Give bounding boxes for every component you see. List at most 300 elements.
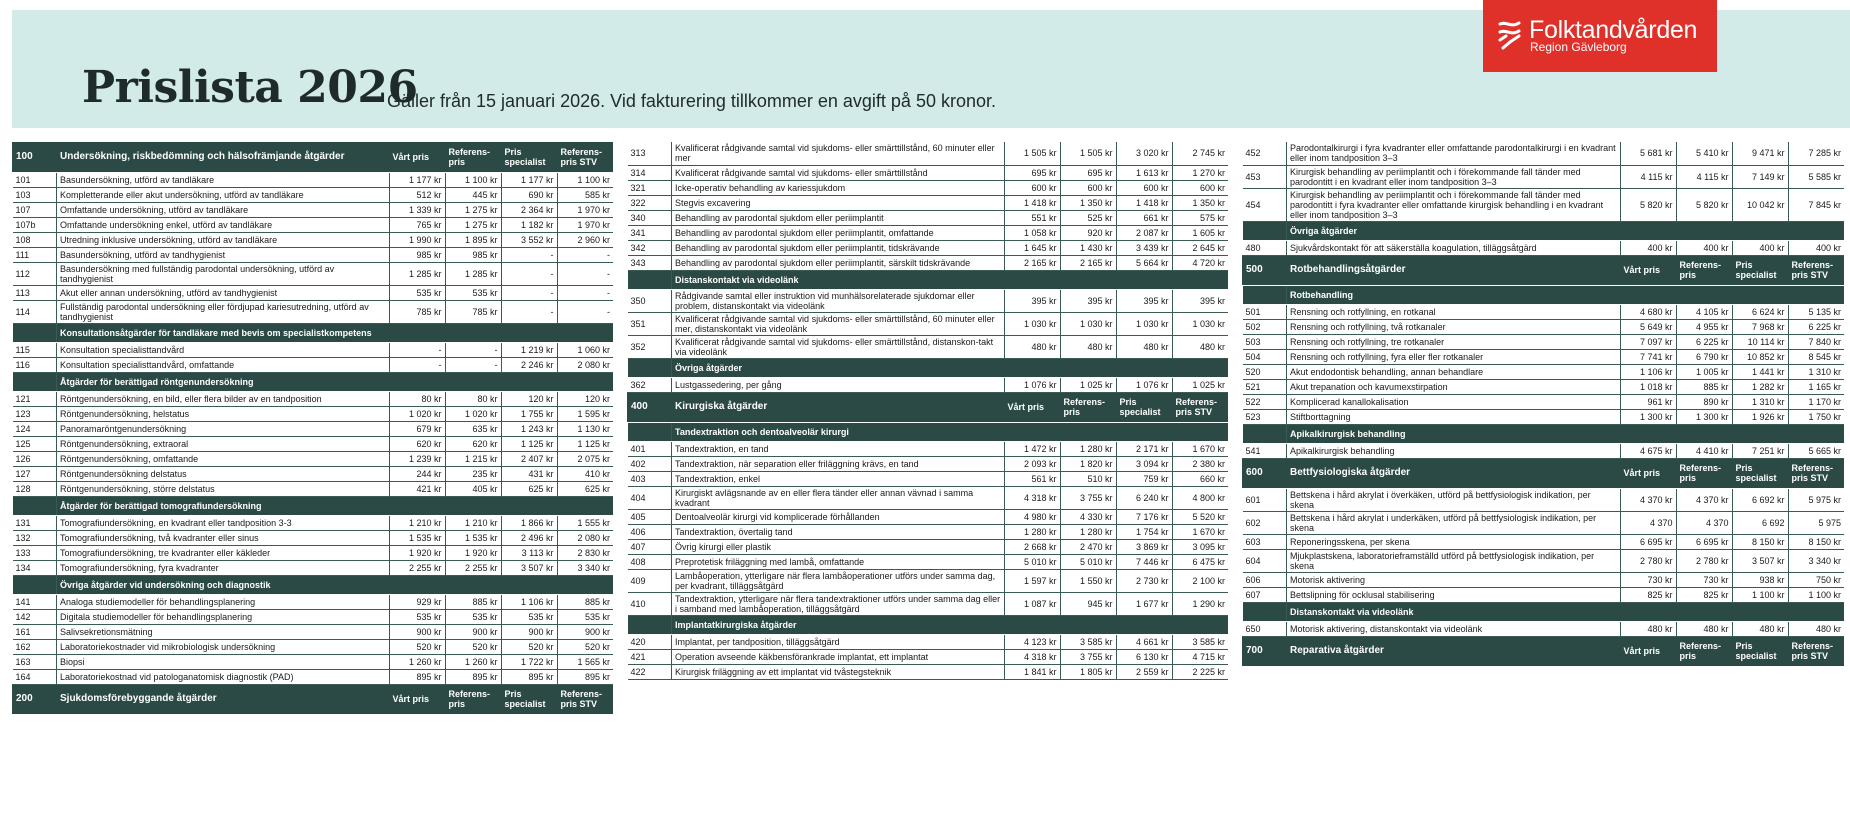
subsection-title: Implantatkirurgiska åtgärder	[672, 615, 1229, 634]
price-row	[628, 592, 1229, 615]
treatment-description: Akut endodontisk behandling, annan behandlare	[1287, 364, 1621, 379]
treatment-code: 350	[628, 289, 672, 312]
price-row	[13, 436, 614, 451]
treatment-description: Motorisk aktivering	[1287, 572, 1621, 587]
reference-price-stv: 2 225 kr	[1172, 664, 1228, 679]
treatment-description: Röntgenundersökning, helstatus	[57, 406, 390, 421]
treatment-code: 107	[13, 202, 57, 217]
specialist-price: 895 kr	[501, 669, 557, 684]
subsection-title: Tandextraktion och dentoalveolär kirurgi	[672, 422, 1229, 441]
subsection-spacer	[628, 270, 672, 289]
our-price: 4 115 kr	[1620, 165, 1676, 188]
page-subtitle: Gäller från 15 januari 2026. Vid fakturering tillkommer en avgift på 50 kronor.	[387, 91, 996, 111]
price-row	[628, 289, 1229, 312]
treatment-description: Stiftborttagning	[1287, 409, 1621, 424]
treatment-code: 606	[1243, 572, 1287, 587]
reference-price-stv: 7 285 kr	[1788, 142, 1844, 165]
treatment-code: 604	[1243, 549, 1287, 572]
our-price: 4 680 kr	[1620, 304, 1676, 319]
price-row	[1243, 488, 1845, 511]
reference-price-stv: 575 kr	[1172, 210, 1228, 225]
price-row	[13, 669, 614, 684]
subsection-title: Övriga åtgärder vid undersökning och diagnostik	[57, 575, 614, 594]
col-header-reference-price-stv: Referens-pris STV	[557, 142, 613, 172]
reference-price-stv: 1 350 kr	[1172, 195, 1228, 210]
treatment-description: Konsultation specialisttandvård, omfattande	[57, 357, 390, 372]
treatment-description: Omfattande undersökning enkel, utförd av tandläkare	[57, 217, 390, 232]
specialist-price: 10 852 kr	[1732, 349, 1788, 364]
col-header-reference-price: Referens-pris	[445, 684, 501, 714]
reference-price-stv: 1 100 kr	[1788, 587, 1844, 602]
brand-name: Folktandvården	[1529, 16, 1698, 44]
section-code: 500	[1243, 255, 1287, 285]
reference-price-stv: 1 170 kr	[1788, 394, 1844, 409]
reference-price: 405 kr	[445, 481, 501, 496]
treatment-code: 123	[13, 406, 57, 421]
specialist-price: 1 926 kr	[1732, 409, 1788, 424]
treatment-description: Komplicerad kanallokalisation	[1287, 394, 1621, 409]
reference-price-stv: 1 595 kr	[557, 406, 613, 421]
section-title: Sjukdomsförebyggande åtgärder	[57, 684, 390, 714]
treatment-code: 452	[1243, 142, 1287, 165]
price-row	[628, 377, 1229, 392]
treatment-code: 115	[13, 342, 57, 357]
treatment-code: 125	[13, 436, 57, 451]
reference-price-stv: 520 kr	[557, 639, 613, 654]
treatment-code: 420	[628, 634, 672, 649]
reference-price-stv: 625 kr	[557, 481, 613, 496]
subsection-row	[1243, 424, 1845, 443]
reference-price-stv: 1 130 kr	[557, 421, 613, 436]
price-row	[1243, 549, 1845, 572]
specialist-price: 1 243 kr	[501, 421, 557, 436]
treatment-description: Tomografiundersökning, tre kvadranter eller käkleder	[57, 545, 390, 560]
reference-price: 4 105 kr	[1676, 304, 1732, 319]
subsection-title: Rotbehandling	[1287, 285, 1845, 304]
reference-price: 985 kr	[445, 247, 501, 262]
treatment-code: 343	[628, 255, 672, 270]
specialist-price: 6 692	[1732, 511, 1788, 534]
reference-price: 1 260 kr	[445, 654, 501, 669]
reference-price: 920 kr	[1060, 225, 1116, 240]
our-price: 4 675 kr	[1620, 443, 1676, 458]
specialist-price: 1 441 kr	[1732, 364, 1788, 379]
treatment-description: Implantat, per tandposition, tilläggsåtgärd	[672, 634, 1005, 649]
our-price: 825 kr	[1620, 587, 1676, 602]
col-header-reference-price: Referens-pris	[1676, 255, 1732, 285]
treatment-code: 603	[1243, 534, 1287, 549]
treatment-description: Rådgivande samtal eller instruktion vid munhälsorelaterade sjukdomar eller problem, distanskontakt via videolänk	[672, 289, 1005, 312]
reference-price: 1 300 kr	[1676, 409, 1732, 424]
price-row	[13, 466, 614, 481]
our-price: 4 370 kr	[1620, 488, 1676, 511]
treatment-description: Rensning och rotfyllning, två rotkanaler	[1287, 319, 1621, 334]
specialist-price: 480 kr	[1116, 335, 1172, 358]
section-title: Kirurgiska åtgärder	[672, 392, 1005, 422]
treatment-description: Basundersökning med fullständig parodontal undersökning, utförd av tandhygienist	[57, 262, 390, 285]
section-header-row	[13, 684, 614, 714]
subsection-spacer	[1243, 424, 1287, 443]
treatment-description: Kirurgisk behandling av periimplantit och i förekommande fall tänder med parodontitt i fyra kvadranter eller omfattande kirurgisk behandling i en kvadrant eller inom tandposition 3–3	[1287, 188, 1621, 221]
treatment-code: 602	[1243, 511, 1287, 534]
our-price: 1 418 kr	[1004, 195, 1060, 210]
col-header-specialist-price: Pris specialist	[1116, 392, 1172, 422]
reference-price: 600 kr	[1060, 180, 1116, 195]
reference-price: 6 225 kr	[1676, 334, 1732, 349]
reference-price-stv: 535 kr	[557, 609, 613, 624]
reference-price: 80 kr	[445, 391, 501, 406]
price-row	[628, 225, 1229, 240]
col-header-reference-price-stv: Referens-pris STV	[1788, 636, 1844, 666]
price-row	[628, 240, 1229, 255]
our-price: 620 kr	[389, 436, 445, 451]
specialist-price: 400 kr	[1732, 240, 1788, 255]
treatment-description: Behandling av parodontal sjukdom eller periimplantit, särskilt tidskrävande	[672, 255, 1005, 270]
specialist-price: 690 kr	[501, 187, 557, 202]
section-code: 200	[13, 684, 57, 714]
treatment-description: Röntgenundersökning, extraoral	[57, 436, 390, 451]
reference-price-stv: 1 670 kr	[1172, 441, 1228, 456]
col-header-reference-price-stv: Referens-pris STV	[1788, 458, 1844, 488]
our-price: 1 920 kr	[389, 545, 445, 560]
treatment-code: 650	[1243, 621, 1287, 636]
price-row	[13, 654, 614, 669]
reference-price: 1 805 kr	[1060, 664, 1116, 679]
treatment-code: 132	[13, 530, 57, 545]
specialist-price: 2 087 kr	[1116, 225, 1172, 240]
our-price: 480 kr	[1620, 621, 1676, 636]
specialist-price: 535 kr	[501, 609, 557, 624]
reference-price: 1 280 kr	[1060, 524, 1116, 539]
price-row	[1243, 349, 1845, 364]
specialist-price: 2 496 kr	[501, 530, 557, 545]
reference-price-stv: 1 310 kr	[1788, 364, 1844, 379]
subsection-spacer	[1243, 285, 1287, 304]
treatment-description: Panoramaröntgenundersökning	[57, 421, 390, 436]
reference-price-stv: 4 720 kr	[1172, 255, 1228, 270]
specialist-price: 7 149 kr	[1732, 165, 1788, 188]
treatment-code: 133	[13, 545, 57, 560]
our-price: 1 597 kr	[1004, 569, 1060, 592]
reference-price: 1 005 kr	[1676, 364, 1732, 379]
reference-price: 1 895 kr	[445, 232, 501, 247]
reference-price-stv: 1 100 kr	[557, 172, 613, 187]
specialist-price: 3 869 kr	[1116, 539, 1172, 554]
treatment-code: 163	[13, 654, 57, 669]
price-row	[628, 210, 1229, 225]
specialist-price: 2 171 kr	[1116, 441, 1172, 456]
treatment-code: 351	[628, 312, 672, 335]
folktandvarden-logo-icon	[1497, 18, 1523, 50]
specialist-price: 1 125 kr	[501, 436, 557, 451]
price-row	[1243, 142, 1845, 165]
treatment-description: Röntgenundersökning, större delstatus	[57, 481, 390, 496]
subsection-spacer	[628, 358, 672, 377]
treatment-description: Kompletterande eller akut undersökning, utförd av tandläkare	[57, 187, 390, 202]
treatment-description: Parodontalkirurgi i fyra kvadranter eller omfattande parodontalkirurgi i en kvadrant eller inom tandposition 3–3	[1287, 142, 1621, 165]
reference-price-stv: 1 030 kr	[1172, 312, 1228, 335]
reference-price: 4 330 kr	[1060, 509, 1116, 524]
reference-price-stv: 6 225 kr	[1788, 319, 1844, 334]
treatment-description: Rensning och rotfyllning, en rotkanal	[1287, 304, 1621, 319]
treatment-description: Analoga studiemodeller för behandlingsplanering	[57, 594, 390, 609]
specialist-price: 6 240 kr	[1116, 486, 1172, 509]
specialist-price: 1 076 kr	[1116, 377, 1172, 392]
subsection-title: Övriga åtgärder	[1287, 221, 1845, 240]
reference-price: 695 kr	[1060, 165, 1116, 180]
subsection-title: Distanskontakt via videolänk	[672, 270, 1229, 289]
our-price: 2 668 kr	[1004, 539, 1060, 554]
section-title: Reparativa åtgärder	[1287, 636, 1621, 666]
reference-price-stv: 895 kr	[557, 669, 613, 684]
treatment-code: 402	[628, 456, 672, 471]
treatment-description: Tandextraktion, när separation eller friläggning krävs, en tand	[672, 456, 1005, 471]
treatment-code: 142	[13, 609, 57, 624]
col-header-our-price: Vårt pris	[1620, 458, 1676, 488]
treatment-description: Mjukplastskena, laboratorieframställd utförd på bettfysiologisk indikation, per skena	[1287, 549, 1621, 572]
specialist-price: 3 552 kr	[501, 232, 557, 247]
subsection-row	[628, 270, 1229, 289]
price-row	[628, 524, 1229, 539]
our-price: 5 649 kr	[1620, 319, 1676, 334]
price-row	[1243, 240, 1845, 255]
price-row	[1243, 165, 1845, 188]
reference-price: 1 920 kr	[445, 545, 501, 560]
reference-price-stv: 2 080 kr	[557, 530, 613, 545]
reference-price: 1 020 kr	[445, 406, 501, 421]
reference-price-stv: 5 135 kr	[1788, 304, 1844, 319]
price-row	[628, 165, 1229, 180]
price-row	[1243, 443, 1845, 458]
treatment-code: 116	[13, 357, 57, 372]
reference-price: 1 030 kr	[1060, 312, 1116, 335]
treatment-description: Operation avseende käkbensförankrade implantat, ett implantat	[672, 649, 1005, 664]
reference-price-stv: 1 670 kr	[1172, 524, 1228, 539]
reference-price-stv: 1 125 kr	[557, 436, 613, 451]
our-price: 551 kr	[1004, 210, 1060, 225]
treatment-description: Preprotetisk friläggning med lambå, omfattande	[672, 554, 1005, 569]
specialist-price: 2 559 kr	[1116, 664, 1172, 679]
reference-price-stv: 395 kr	[1172, 289, 1228, 312]
specialist-price: 759 kr	[1116, 471, 1172, 486]
reference-price: 525 kr	[1060, 210, 1116, 225]
reference-price: -	[445, 342, 501, 357]
reference-price-stv: 8 150 kr	[1788, 534, 1844, 549]
specialist-price: 10 042 kr	[1732, 188, 1788, 221]
reference-price: 4 370	[1676, 511, 1732, 534]
our-price: 5 820 kr	[1620, 188, 1676, 221]
treatment-code: 520	[1243, 364, 1287, 379]
treatment-code: 124	[13, 421, 57, 436]
our-price: 395 kr	[1004, 289, 1060, 312]
our-price: 7 741 kr	[1620, 349, 1676, 364]
treatment-code: 313	[628, 142, 672, 165]
our-price: 679 kr	[389, 421, 445, 436]
specialist-price: -	[501, 262, 557, 285]
treatment-code: 601	[1243, 488, 1287, 511]
treatment-code: 362	[628, 377, 672, 392]
treatment-description: Laboratoriekostnader vid mikrobiologisk undersökning	[57, 639, 390, 654]
treatment-code: 134	[13, 560, 57, 575]
specialist-price: 1 106 kr	[501, 594, 557, 609]
treatment-description: Tandextraktion, en tand	[672, 441, 1005, 456]
price-row	[628, 335, 1229, 358]
reference-price-stv: 3 585 kr	[1172, 634, 1228, 649]
specialist-price: 7 251 kr	[1732, 443, 1788, 458]
price-row	[13, 262, 614, 285]
reference-price: 1 100 kr	[445, 172, 501, 187]
treatment-description: Röntgenundersökning, omfattande	[57, 451, 390, 466]
reference-price: 620 kr	[445, 436, 501, 451]
specialist-price: 1 182 kr	[501, 217, 557, 232]
our-price: 1 285 kr	[389, 262, 445, 285]
subsection-row	[628, 358, 1229, 377]
price-row	[628, 554, 1229, 569]
price-column-3	[1242, 142, 1844, 667]
our-price: 4 123 kr	[1004, 634, 1060, 649]
our-price: 244 kr	[389, 466, 445, 481]
price-row	[13, 172, 614, 187]
specialist-price: 1 755 kr	[501, 406, 557, 421]
treatment-description: Rensning och rotfyllning, fyra eller fler rotkanaler	[1287, 349, 1621, 364]
price-row	[1243, 394, 1845, 409]
specialist-price: -	[501, 247, 557, 262]
treatment-description: Tomografiundersökning, två kvadranter eller sinus	[57, 530, 390, 545]
reference-price-stv: 2 075 kr	[557, 451, 613, 466]
price-row	[1243, 379, 1845, 394]
specialist-price: 1 754 kr	[1116, 524, 1172, 539]
specialist-price: 6 624 kr	[1732, 304, 1788, 319]
our-price: 520 kr	[389, 639, 445, 654]
col-header-reference-price: Referens-pris	[1676, 636, 1732, 666]
price-row	[628, 195, 1229, 210]
price-row	[628, 180, 1229, 195]
our-price: 5 010 kr	[1004, 554, 1060, 569]
reference-price: 1 535 kr	[445, 530, 501, 545]
price-row	[1243, 319, 1845, 334]
price-row	[628, 142, 1229, 165]
specialist-price: 1 310 kr	[1732, 394, 1788, 409]
treatment-code: 340	[628, 210, 672, 225]
specialist-price: 3 439 kr	[1116, 240, 1172, 255]
price-row	[628, 441, 1229, 456]
reference-price: 3 585 kr	[1060, 634, 1116, 649]
price-row	[13, 560, 614, 575]
reference-price: 785 kr	[445, 300, 501, 323]
col-header-specialist-price: Pris specialist	[1732, 255, 1788, 285]
price-row	[13, 530, 614, 545]
treatment-code: 113	[13, 285, 57, 300]
treatment-code: 422	[628, 664, 672, 679]
treatment-code: 101	[13, 172, 57, 187]
our-price: 600 kr	[1004, 180, 1060, 195]
treatment-description: Basundersökning, utförd av tandläkare	[57, 172, 390, 187]
reference-price: 480 kr	[1676, 621, 1732, 636]
reference-price: 895 kr	[445, 669, 501, 684]
price-row	[628, 486, 1229, 509]
treatment-code: 404	[628, 486, 672, 509]
reference-price: 1 350 kr	[1060, 195, 1116, 210]
specialist-price: 3 020 kr	[1116, 142, 1172, 165]
treatment-code: 480	[1243, 240, 1287, 255]
section-title: Undersökning, riskbedömning och hälsofrämjande åtgärder	[57, 142, 390, 172]
specialist-price: 1 282 kr	[1732, 379, 1788, 394]
treatment-description: Akut trepanation och kavumexstirpation	[1287, 379, 1621, 394]
our-price: 1 020 kr	[389, 406, 445, 421]
price-row	[13, 594, 614, 609]
treatment-code: 501	[1243, 304, 1287, 319]
col-header-our-price: Vårt pris	[1620, 255, 1676, 285]
treatment-description: Kirurgiskt avlägsnande av en eller flera tänder eller annan vävnad i samma kvadrant	[672, 486, 1005, 509]
our-price: -	[389, 342, 445, 357]
treatment-code: 111	[13, 247, 57, 262]
treatment-code: 121	[13, 391, 57, 406]
col-header-specialist-price: Pris specialist	[501, 142, 557, 172]
price-row	[1243, 409, 1845, 424]
reference-price: 730 kr	[1676, 572, 1732, 587]
reference-price-stv: 2 645 kr	[1172, 240, 1228, 255]
subsection-spacer	[628, 422, 672, 441]
reference-price-stv: 3 095 kr	[1172, 539, 1228, 554]
treatment-description: Tomografiundersökning, fyra kvadranter	[57, 560, 390, 575]
specialist-price: 120 kr	[501, 391, 557, 406]
treatment-code: 128	[13, 481, 57, 496]
our-price: 1 076 kr	[1004, 377, 1060, 392]
price-row	[13, 391, 614, 406]
our-price: 1 280 kr	[1004, 524, 1060, 539]
subsection-spacer	[1243, 221, 1287, 240]
treatment-description: Kvalificerat rådgivande samtal vid sjukdoms- eller smärttillstånd, 60 minuter eller mer, distanskontakt via videolänk	[672, 312, 1005, 335]
subsection-spacer	[13, 372, 57, 391]
our-price: 1 472 kr	[1004, 441, 1060, 456]
treatment-description: Tomografiundersökning, en kvadrant eller tandposition 3-3	[57, 515, 390, 530]
reference-price-stv: 1 565 kr	[557, 654, 613, 669]
treatment-description: Bettslipning för ocklusal stabilisering	[1287, 587, 1621, 602]
treatment-code: 127	[13, 466, 57, 481]
our-price: 1 210 kr	[389, 515, 445, 530]
section-code: 700	[1243, 636, 1287, 666]
reference-price-stv: 480 kr	[1788, 621, 1844, 636]
reference-price-stv: 4 800 kr	[1172, 486, 1228, 509]
reference-price-stv: -	[557, 262, 613, 285]
price-row	[13, 421, 614, 436]
specialist-price: 6 692 kr	[1732, 488, 1788, 511]
specialist-price: 1 219 kr	[501, 342, 557, 357]
reference-price-stv: 120 kr	[557, 391, 613, 406]
reference-price: 480 kr	[1060, 335, 1116, 358]
reference-price-stv: 1 605 kr	[1172, 225, 1228, 240]
reference-price: 4 955 kr	[1676, 319, 1732, 334]
our-price: 929 kr	[389, 594, 445, 609]
treatment-code: 523	[1243, 409, 1287, 424]
treatment-code: 162	[13, 639, 57, 654]
treatment-code: 341	[628, 225, 672, 240]
subsection-row	[628, 422, 1229, 441]
reference-price: 400 kr	[1676, 240, 1732, 255]
reference-price-stv: 480 kr	[1172, 335, 1228, 358]
our-price: 1 058 kr	[1004, 225, 1060, 240]
reference-price: 395 kr	[1060, 289, 1116, 312]
reference-price: 1 505 kr	[1060, 142, 1116, 165]
treatment-description: Röntgenundersökning, en bild, eller flera bilder av en tandposition	[57, 391, 390, 406]
specialist-price: 520 kr	[501, 639, 557, 654]
specialist-price: 1 100 kr	[1732, 587, 1788, 602]
our-price: 2 093 kr	[1004, 456, 1060, 471]
reference-price-stv: 600 kr	[1172, 180, 1228, 195]
reference-price: 945 kr	[1060, 592, 1116, 615]
section-title: Rotbehandlingsåtgärder	[1287, 255, 1621, 285]
subsection-row	[13, 372, 614, 391]
